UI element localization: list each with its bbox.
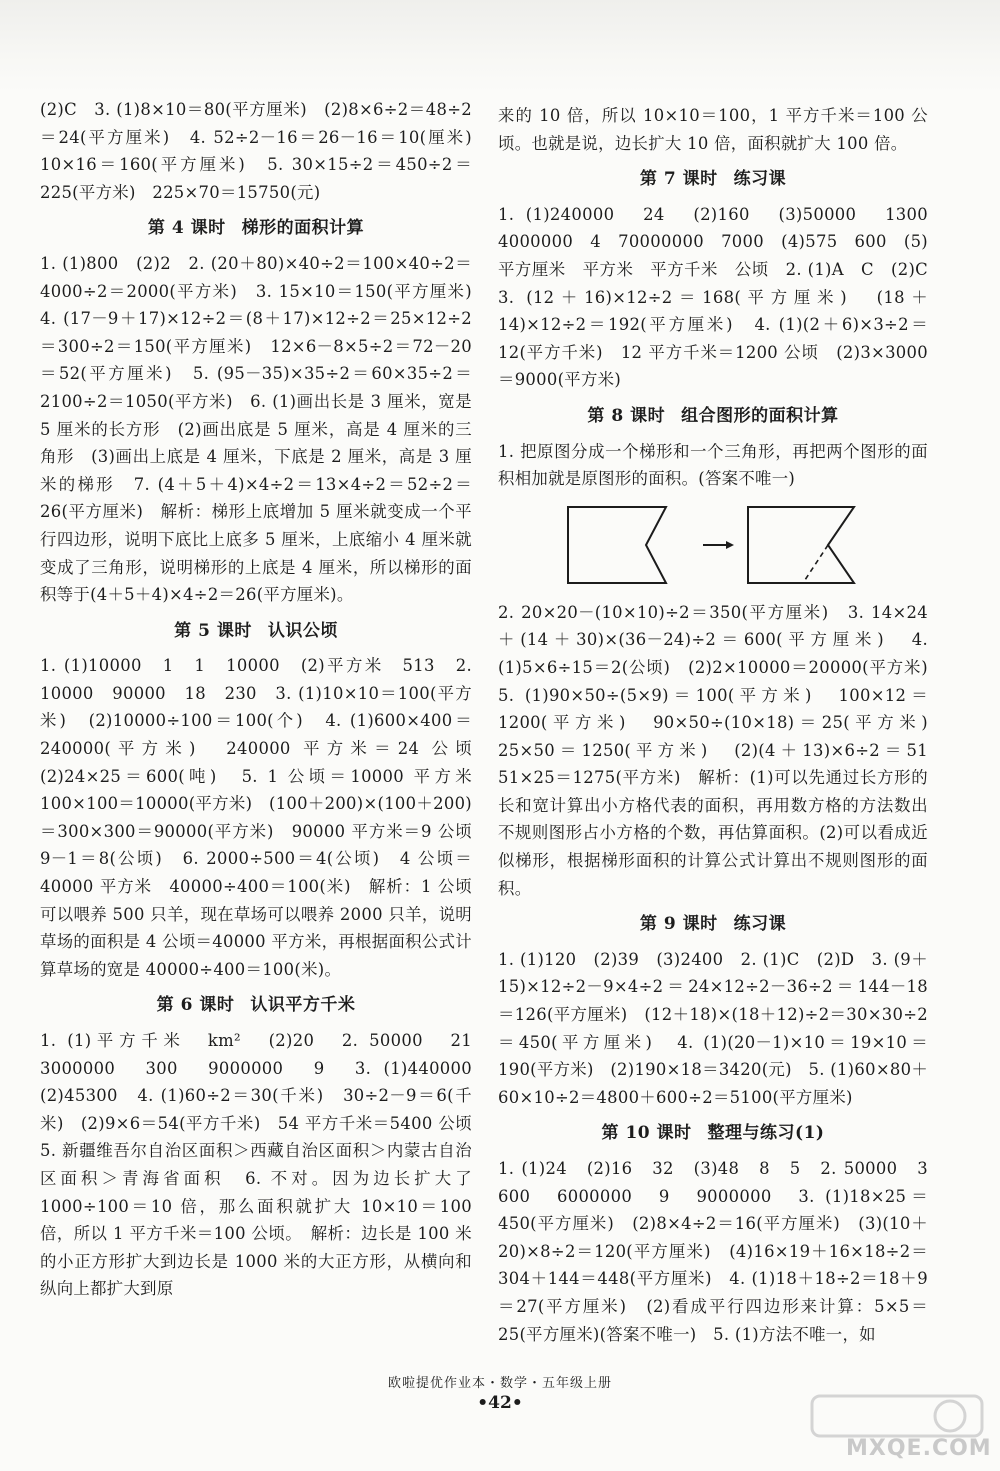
answer-paragraph: 1. (1)120 (2)39 (3)2400 2. (1)C (2)D 3. (9＋15)×12÷2－9×4÷2＝24×12÷2－36÷2＝144－18＝126(平方厘米) (12＋18)×(18＋12)÷2＝30×30÷2＝450(平方厘米) 4. (1)(20－1)×10＝19×10＝190(平方米) (2)190×18＝3420(元) 5. (1)60×80＋60×10÷2＝4800＋600÷2＝5100(平方厘米) [498, 949, 929, 1107]
page-top-shading [0, 0, 1000, 92]
answer-paragraph: 1. (1)240000 24 (2)160 (3)50000 1300 4000000 4 70000000 7000 (4)575 600 (5)平方厘米 平方米 平方千米 公顷 2. (1)A C (2)C 3. (12＋16)×12÷2＝168(平方厘米) (18＋14)×12÷2＝192(平方厘米) 4. (1)(2＋6)×3÷2＝12(平方千米) 12 平方千米＝1200 公顷 (2)3×3000＝9000(平方米) [498, 204, 945, 390]
answer-paragraph: 1. (1)24 (2)16 32 (3)48 8 5 2. 50000 3 600 6000000 9 9000000 3. (1)18×25＝450(平方厘米) (2)8×4÷2＝16(平方厘米) (3)(10＋20)×8÷2＝120(平方厘米) (4)16×19＋16×18÷2＝304＋144＝448(平方厘米) 4. (1)18＋18÷2＝18＋9＝27(平方厘米) (2)看成平行四边形来计算：5×5＝25(平方厘米)(答案不唯一) 5. (1)方法不唯一，如 [498, 1159, 945, 1344]
split-shape [748, 507, 854, 583]
answer-paragraph: 1. (1)平方千米 km² (2)20 2. 50000 21 3000000 300 9000000 9 3. (1)440000 (2)45300 4. (1)60÷2＝30(千米) 30÷2－9＝6(千米) (2)9×6＝54(平方千米) 54 平方千米＝5400 公顷 5. 新疆维吾尔自治区面积＞西藏自治区面积＞内蒙古自治区面积＞青海省面积 6. 不对。因为边长扩大了 1000÷100＝10 倍，那么面积就扩大 10×10＝100 倍，所以 1 平方千米＝100 公顷。 解析：边长是 100 米的小正方形扩大到边长是 1000 米的大正方形，从横向和纵向上都扩大到原 [40, 1031, 489, 1299]
book-footer: 欧啦提优作业本・数学・五年级上册 [387, 1376, 612, 1391]
arrow-head-icon [726, 541, 734, 549]
section-heading-6: 第 6 课时 认识平方千米 [156, 995, 356, 1016]
section-heading-4: 第 4 课时 梯形的面积计算 [147, 218, 365, 239]
answer-paragraph: (2)C 3. (1)8×10＝80(平方厘米) (2)8×6÷2＝48÷2＝24(平方厘米) 4. 52÷2－16＝26－16＝10(厘米) 10×16＝160(平方厘米) 5. 30×15÷2＝450÷2＝225(平方米) 225×70＝15750(元) [40, 100, 489, 202]
right-column [498, 102, 945, 1348]
section-heading-5: 第 5 课时 认识公顷 [174, 620, 338, 641]
answer-paragraph: 1. (1)800 (2)2 2. (20＋80)×40÷2＝100×40÷2＝4000÷2＝2000(平方米) 3. 15×10＝150(平方厘米) 4. (17－9＋17)×12÷2＝(8＋17)×12÷2＝25×12÷2＝300÷2＝150(平方厘米) 12×6－8×5÷2＝72－20＝52(平方厘米) 5. (95－35)×35÷2＝60×35÷2＝2100÷2＝1050(平方米) 6. (1)画出长是 3 厘米，宽是 5 厘米的长方形 (2)画出底是 5 厘米，高是 4 厘米的三角形 (3)画出上底是 4 厘米，下底是 2 厘米，高是 3 厘米的梯形 7. (4＋5＋4)×4÷2＝13×4÷2＝52÷2＝26(平方厘米) 解析：梯形上底增加 5 厘米就变成一个平行四边形，说明下底比上底多 5 厘米，上底缩小 4 厘米就变成了三角形，说明梯形的上底是 4 厘米，所以梯形的面积等于(4＋5＋4)×4÷2＝26(平方厘米)。 [40, 253, 489, 605]
shape-split-diagram [498, 499, 928, 595]
section-heading-8: 第 8 课时 组合图形的面积计算 [587, 405, 839, 426]
answer-paragraph: 2. 20×20－(10×10)÷2＝350(平方厘米) 3. 14×24＋(14＋30)×(36－24)÷2＝600(平方厘米) 4. (1)5×6÷15＝2(公顷) (2)2×10000＝20000(平方米) 5. (1)90×50÷(5×9)＝100(平方米) 100×12＝1200(平方米) 90×50÷(10×18)＝25(平方米) 25×50＝1250(平方米) (2)(4＋13)×6÷2＝51 51×25＝1275(平方米) 解析：(1)可以先通过长方形的长和宽计算出小方格代表的面积，再用数方格的方法数出不规则图形占小方格的个数，再估算面积。(2)可以看成近似梯形，根据梯形面积的计算公式计算出不规则图形的面积。 [498, 602, 945, 898]
section-heading-7: 第 7 课时 练习课 [639, 169, 787, 190]
left-column [40, 96, 489, 1303]
answer-paragraph: 1. 把原图分成一个梯形和一个三角形，再把两个图形的面积相加就是原图形的面积。(答案不唯一) [498, 441, 928, 489]
shape-split-figure [498, 499, 928, 595]
answer-paragraph: 1. (1)10000 1 1 10000 (2)平方米 513 2. 10000 90000 18 230 3. (1)10×10＝100(平方米) (2)10000÷100＝100(个) 4. (1)600×400＝240000(平方米) 240000 平方米＝24 公顷 (2)24×25＝600(吨) 5. 1 公顷＝10000 平方米 100×100＝10000(平方米) (100＋200)×(100＋200)＝300×300＝90000(平方米) 90000 平方米＝9 公顷 9－1＝8(公顷) 6. 2000÷500＝4(公顷) 4 公顷＝40000 平方米 40000÷400＝100(米) 解析：1 公顷可以喂养 500 只羊，现在草场可以喂养 2000 只羊，说明草场的面积是 4 公顷＝40000 平方米，再根据面积公式计算草场的宽是 40000÷400＝100(米)。 [40, 656, 489, 979]
original-shape [568, 507, 666, 583]
section-heading-10: 第 10 课时 整理与练习(1) [601, 1123, 825, 1144]
dashed-split-line [803, 545, 828, 583]
page-number: •42• [477, 1393, 523, 1413]
watermark-text: MXQE.COM [846, 1436, 992, 1461]
answer-paragraph: 来的 10 倍，所以 10×10＝100，1 平方千米＝100 公顷。也就是说，边长扩大 10 倍，面积就扩大 100 倍。 [498, 106, 928, 153]
section-heading-9: 第 9 课时 练习课 [639, 914, 787, 935]
